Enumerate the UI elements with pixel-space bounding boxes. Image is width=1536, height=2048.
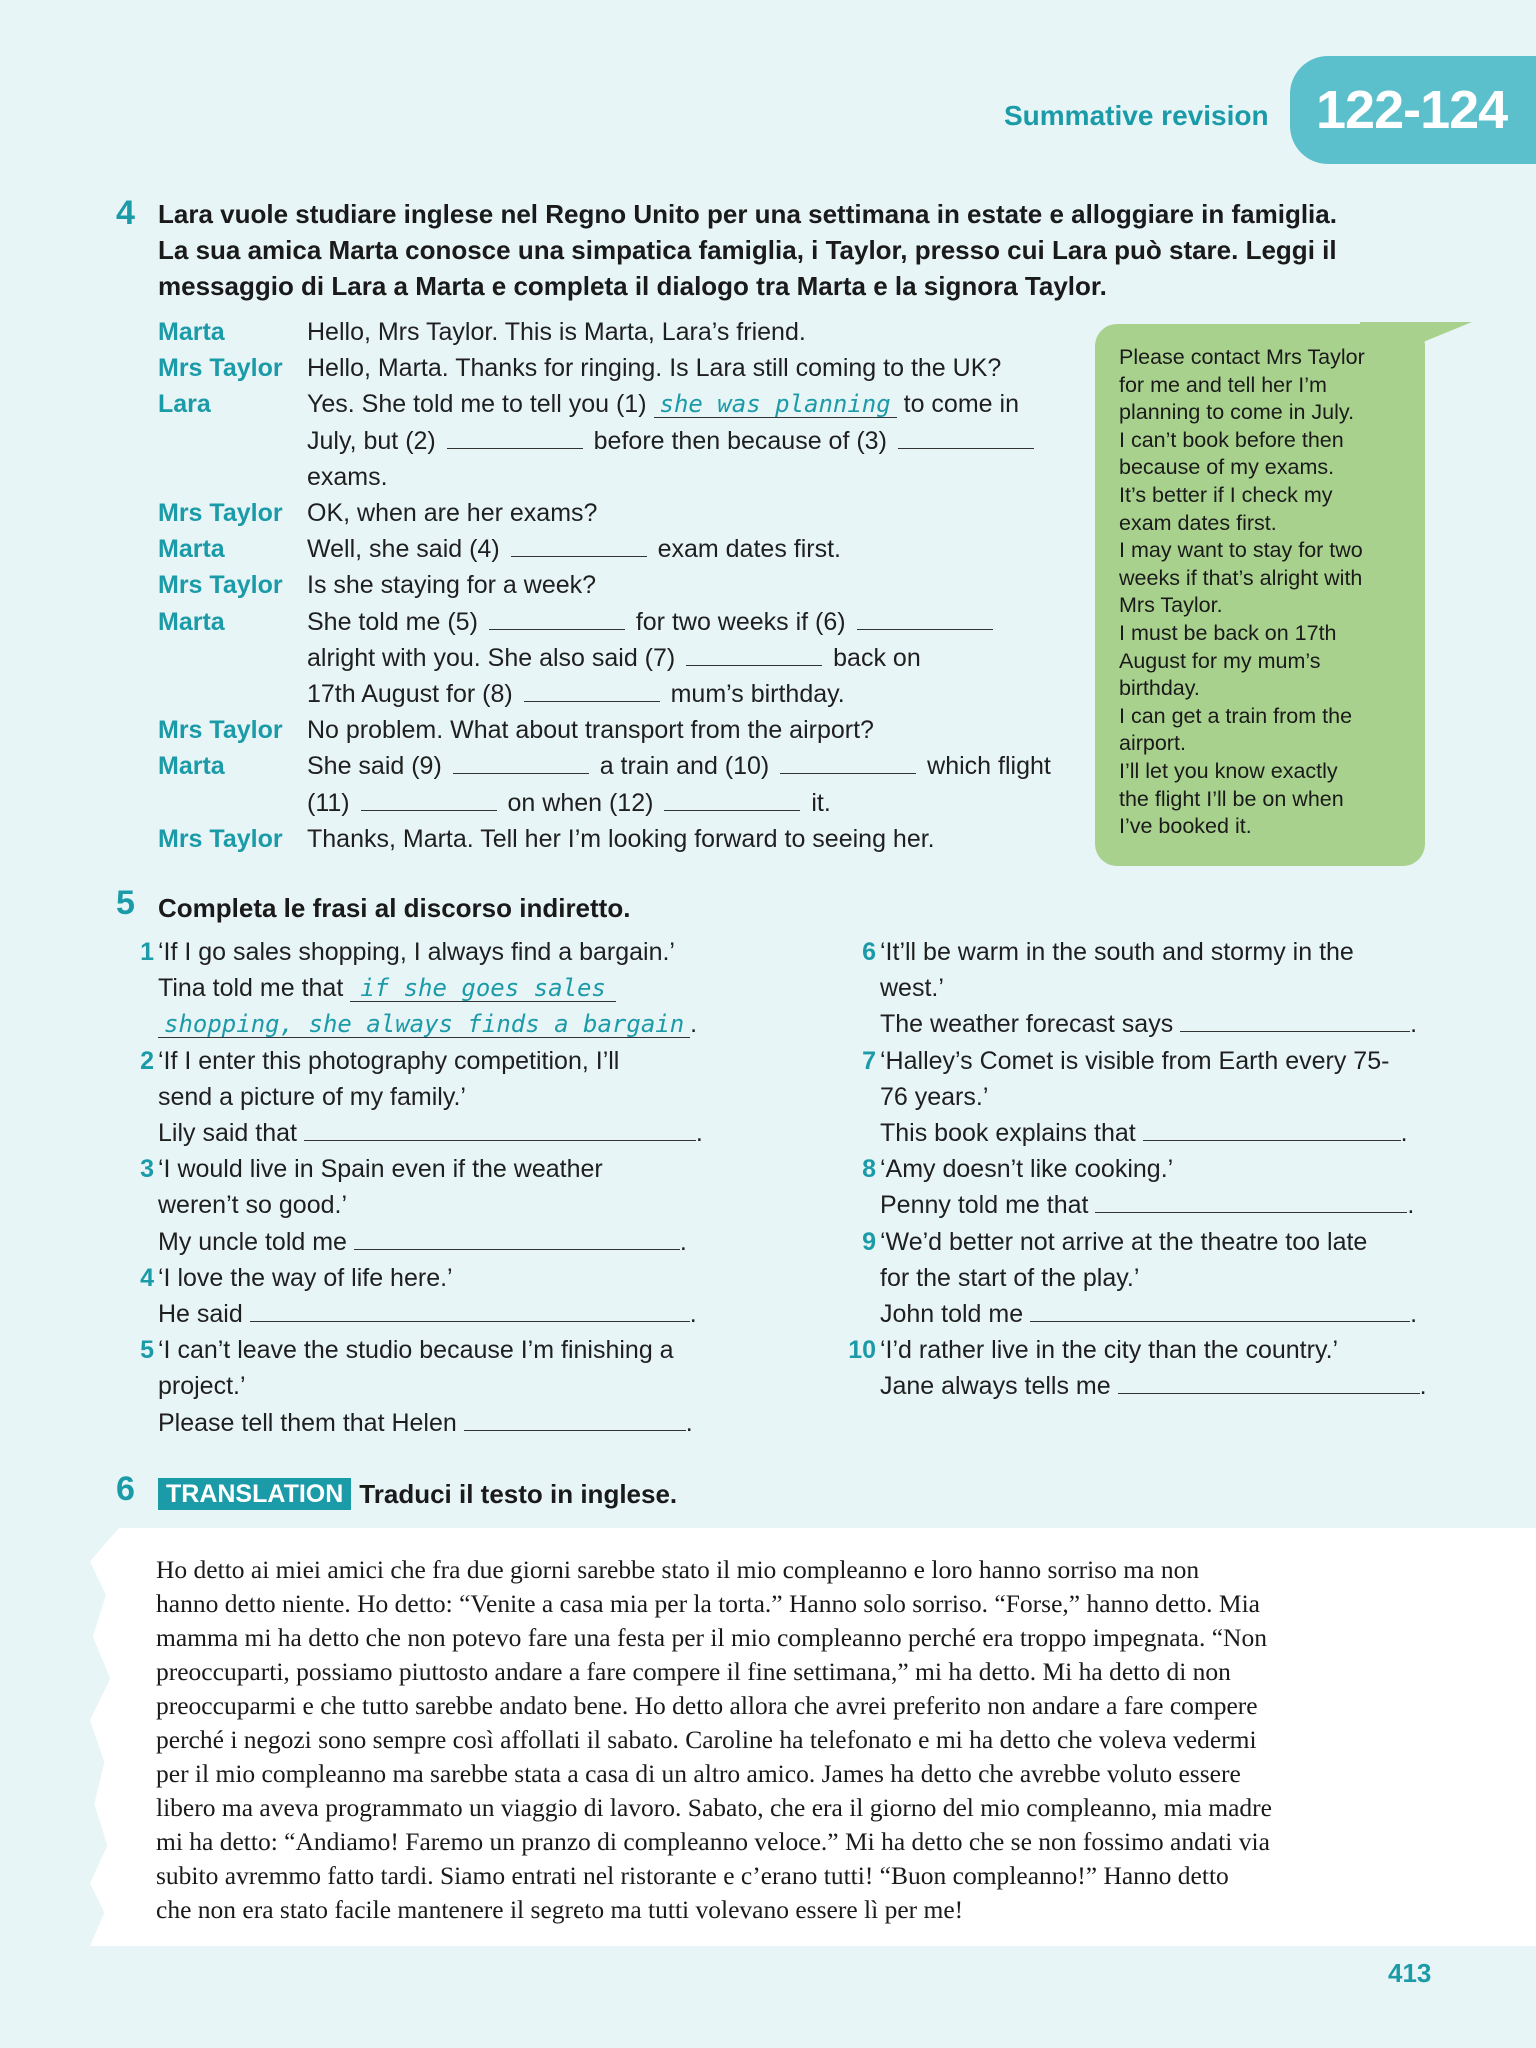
text-fragment: for two weeks if (6) <box>635 607 846 636</box>
quote-text: ‘Amy doesn’t like cooking.’ <box>880 1155 1174 1184</box>
prompt-text: Lily said that <box>158 1119 297 1148</box>
dialogue-text: OK, when are her exams? <box>307 499 598 528</box>
item-body <box>158 1332 717 1441</box>
paragraph-line: preoccuparmi e che tutto sarebbe andato bene. Ho detto allora che avrei preferito non andare a fare compere <box>156 1691 1258 1720</box>
text-fragment: July, but (2) <box>307 426 436 455</box>
exercise-item <box>838 1332 1428 1404</box>
dialogue-text: Hello, Mrs Taylor. This is Marta, Lara’s friend. <box>307 318 806 346</box>
dialogue-row <box>158 712 1058 748</box>
text-fragment: Yes. She told me to tell you (1) <box>307 390 647 419</box>
answer-blank-8[interactable] <box>524 680 660 702</box>
instructions-line: messaggio di Lara a Marta e completa il dialogo tra Marta e la signora Taylor. <box>158 271 1107 301</box>
exercise-item <box>838 1151 1428 1223</box>
item-body <box>158 1260 717 1332</box>
quote-text: for the start of the play.’ <box>880 1263 1140 1292</box>
exercise-6-number: 6 <box>116 1470 135 1508</box>
text-fragment: 17th August for (8) <box>307 680 513 709</box>
dialogue-row <box>158 350 1058 386</box>
text-fragment: exams. <box>307 462 388 491</box>
message-line: I’ll let you know exactly <box>1119 758 1338 783</box>
answer-blank-12[interactable] <box>664 789 800 811</box>
speaker-marta: Marta <box>158 318 225 346</box>
page-number: 413 <box>1388 1958 1432 1988</box>
item-body <box>880 1224 1428 1333</box>
quote-text: ‘We’d better not arrive at the theatre too late <box>880 1227 1368 1256</box>
message-line: because of my exams. <box>1119 455 1335 480</box>
item-number: 1 <box>140 938 154 966</box>
item-body <box>158 934 717 1043</box>
answer-line: John told me . <box>880 1300 1418 1329</box>
item-number: 10 <box>848 1336 876 1365</box>
message-line: I may want to stay for two <box>1119 538 1363 563</box>
answer-field-7[interactable] <box>1143 1117 1401 1141</box>
item-number: 5 <box>140 1336 154 1365</box>
exercise-5-number: 5 <box>116 884 135 922</box>
answer-blank-9[interactable] <box>453 752 589 774</box>
speaker-mrs-taylor: Mrs Taylor <box>158 716 283 745</box>
speaker-mrs-taylor: Mrs Taylor <box>158 499 283 528</box>
exercise-5-left-column <box>127 934 717 1441</box>
quote-text: ‘Halley’s Comet is visible from Earth every 75- <box>880 1046 1390 1075</box>
text-fragment: She said (9) <box>307 752 442 781</box>
speaker-lara: Lara <box>158 390 211 419</box>
text-fragment: it. <box>811 788 831 817</box>
dialogue-text <box>307 748 1058 820</box>
exercise-item <box>127 1260 717 1332</box>
message-line: weeks if that’s alright with <box>1119 565 1363 590</box>
message-line: for me and tell her I’m <box>1119 372 1327 397</box>
message-line: Please contact Mrs Taylor <box>1119 345 1365 369</box>
text-fragment: which flight <box>927 752 1051 781</box>
text-fragment: (11) <box>307 788 350 817</box>
paragraph-line: preoccuparti, possiamo piuttosto andare a fare compere il fine settimana,” mi ha detto. Mi ha detto di non <box>156 1657 1231 1686</box>
message-line: I can’t book before then <box>1119 427 1344 452</box>
item-number: 9 <box>862 1227 876 1256</box>
message-line: Mrs Taylor. <box>1119 593 1223 618</box>
dialogue-text <box>307 531 1058 567</box>
prompt-text: Jane always tells me <box>880 1372 1111 1401</box>
answer-blank-4[interactable] <box>511 535 647 557</box>
text-fragment: a train and (10) <box>599 752 770 781</box>
answer-field-2[interactable] <box>304 1117 696 1141</box>
message-line: I’ve booked it. <box>1119 814 1252 839</box>
message-line: planning to come in July. <box>1119 400 1355 425</box>
exercise-item <box>127 1043 717 1152</box>
text-fragment: to come in <box>903 390 1019 419</box>
speaker-marta: Marta <box>158 535 225 564</box>
translation-badge: TRANSLATION <box>158 1478 351 1510</box>
paragraph-line: hanno detto niente. Ho detto: “Venite a casa mia per la torta.” Hanno solo sorriso. “Forse,” hanno detto. Mia <box>156 1589 1260 1618</box>
item-number: 3 <box>140 1155 154 1184</box>
exercise-item <box>838 934 1428 1043</box>
answer-line: Penny told me that . <box>880 1191 1415 1220</box>
item-body <box>880 1151 1428 1223</box>
paragraph-line: libero ma aveva programmato un viaggio di lavoro. Sabato, che era il giorno del mio compleanno, mia madre <box>156 1793 1272 1822</box>
lara-message-bubble <box>1095 324 1425 866</box>
dialogue-text <box>307 604 1058 713</box>
dialogue-row <box>158 604 1058 713</box>
quote-text: project.’ <box>158 1372 246 1401</box>
dialogue-row <box>158 531 1058 567</box>
dialogue-text <box>307 386 1058 495</box>
answer-line: This book explains that . <box>880 1119 1408 1148</box>
quote-text: send a picture of my family.’ <box>158 1082 466 1111</box>
instructions-line: La sua amica Marta conosce una simpatica famiglia, i Taylor, presso cui Lara può stare. Leggi il <box>158 235 1337 265</box>
answer-blank-11[interactable] <box>361 789 497 811</box>
dialogue-row <box>158 821 1058 857</box>
exercise-item <box>127 1151 717 1260</box>
exercise-5-instructions: Completa le frasi al discorso indiretto. <box>158 893 631 923</box>
answer-field-9[interactable] <box>1030 1298 1410 1322</box>
speaker-mrs-taylor: Mrs Taylor <box>158 354 283 383</box>
answer-blank-6[interactable] <box>857 608 993 630</box>
text-fragment: before then because of (3) <box>593 426 887 455</box>
unit-range-tab: 122-124 <box>1290 56 1536 164</box>
prompt-text: Please tell them that Helen <box>158 1408 457 1437</box>
message-line: the flight I’ll be on when <box>1119 786 1344 811</box>
text-fragment: alright with you. She also said (7) <box>307 643 676 672</box>
answer-line: Please tell them that Helen . <box>158 1408 693 1437</box>
item-body <box>880 1043 1428 1152</box>
prompt-text: My uncle told me <box>158 1227 347 1256</box>
dialogue-row <box>158 386 1058 495</box>
dialogue-text: Thanks, Marta. Tell her I’m looking forward to seeing her. <box>307 824 935 853</box>
quote-text: ‘I’d rather live in the city than the country.’ <box>880 1336 1339 1365</box>
answer-blank-5[interactable] <box>489 608 625 630</box>
dialogue-row <box>158 314 1058 350</box>
quote-text: ‘I love the way of life here.’ <box>158 1263 453 1292</box>
text-fragment: back on <box>833 643 921 672</box>
prompt-text: He said <box>158 1300 243 1329</box>
item-body <box>158 1151 717 1260</box>
message-line: birthday. <box>1119 676 1200 701</box>
prompt-text: This book explains that <box>880 1119 1136 1148</box>
answer-line: He said . <box>158 1300 697 1329</box>
exercise-4-number: 4 <box>116 194 135 232</box>
prompt-text: The weather forecast says <box>880 1010 1174 1039</box>
dialogue-row <box>158 567 1058 603</box>
prompt-text: John told me <box>880 1300 1024 1329</box>
answer-line <box>158 970 717 1006</box>
instructions-line: Lara vuole studiare inglese nel Regno Unito per una settimana in estate e alloggiare in famiglia. <box>158 199 1337 229</box>
answer-blank-7[interactable] <box>686 644 822 666</box>
item-body <box>880 934 1428 1043</box>
answer-field-6[interactable] <box>1180 1008 1410 1032</box>
text-fragment: Well, she said (4) <box>307 535 500 564</box>
answer-field-3[interactable] <box>354 1226 680 1250</box>
answer-blank-3[interactable] <box>898 427 1034 449</box>
exercise-6-title: Traduci il testo in inglese. <box>359 1479 678 1509</box>
item-number: 4 <box>140 1263 154 1292</box>
answer-line: My uncle told me . <box>158 1227 687 1256</box>
answer-line: Lily said that . <box>158 1119 703 1148</box>
item-number: 7 <box>862 1046 876 1075</box>
paragraph-line: subito avremmo fatto tardi. Siamo entrati nel ristorante e c’erano tutti! “Buon compleanno!” Hanno detto <box>156 1861 1229 1890</box>
message-line: airport. <box>1119 731 1186 756</box>
item-number: 6 <box>862 938 876 966</box>
answer-line: Jane always tells me . <box>880 1372 1427 1401</box>
answer-blank-10[interactable] <box>780 752 916 774</box>
paragraph-line: per il mio compleanno ma sarebbe stata a casa di un altro amico. James ha detto che avrebbe voluto essere <box>156 1759 1241 1788</box>
paragraph-line: che non era stato facile mantenere il segreto ma tutti volevano essere lì per me! <box>156 1895 964 1924</box>
text-fragment: She told me (5) <box>307 607 478 636</box>
message-line: exam dates first. <box>1119 510 1277 535</box>
text-fragment: on when (12) <box>507 788 654 817</box>
item-body <box>158 1043 717 1152</box>
quote-text: west.’ <box>880 974 944 1003</box>
item-body <box>880 1332 1428 1404</box>
quote-text: ‘I can’t leave the studio because I’m finishing a <box>158 1336 674 1365</box>
answer-field-5[interactable] <box>464 1407 686 1431</box>
message-line: It’s better if I check my <box>1119 482 1333 507</box>
paragraph-line: Ho detto ai miei amici che fra due giorni sarebbe stato il mio compleanno e loro hanno sorriso ma non <box>156 1555 1200 1584</box>
item-number: 2 <box>140 1046 154 1075</box>
message-line: I can get a train from the <box>1119 703 1353 728</box>
quote-text: ‘I would live in Spain even if the weather <box>158 1155 603 1184</box>
exercise-4-instructions <box>158 196 1498 304</box>
exercise-item <box>838 1224 1428 1333</box>
quote-text: ‘It’ll be warm in the south and stormy in the <box>880 938 1354 966</box>
paragraph-line: mamma mi ha detto che non potevo fare una festa per il mio compleanno perché era troppo impegnata. “Non <box>156 1623 1267 1652</box>
item-number: 8 <box>862 1155 876 1184</box>
exercise-5-right-column <box>838 934 1428 1405</box>
message-line: I must be back on 17th <box>1119 620 1337 645</box>
message-line: August for my mum’s <box>1119 648 1321 673</box>
quote-text: ‘If I enter this photography competition, I’ll <box>158 1046 620 1075</box>
dialogue-row <box>158 748 1058 820</box>
section-label: Summative revision <box>1004 100 1269 131</box>
answer-field-1-cont[interactable]: shopping, she always finds a bargain <box>158 1011 690 1038</box>
dialogue-text: Is she staying for a week? <box>307 571 597 600</box>
text-fragment: mum’s birthday. <box>670 680 845 709</box>
answer-line: The weather forecast says . <box>880 1010 1418 1039</box>
answer-field-1[interactable]: if she goes sales <box>350 975 616 1002</box>
answer-field-8[interactable] <box>1095 1189 1407 1213</box>
exercise-item <box>838 1043 1428 1152</box>
speaker-mrs-taylor: Mrs Taylor <box>158 571 283 600</box>
dialogue-text: No problem. What about transport from the airport? <box>307 716 874 745</box>
answer-blank-1[interactable]: she was planning <box>654 391 897 418</box>
quote-text: weren’t so good.’ <box>158 1191 348 1220</box>
speaker-marta: Marta <box>158 752 225 781</box>
prompt-text: Tina told me that <box>158 974 344 1003</box>
answer-field-10[interactable] <box>1118 1370 1420 1394</box>
paragraph-line: perché i negozi sono sempre così affollati il sabato. Caroline ha telefonato e mi ha detto che voleva vedermi <box>156 1725 1257 1754</box>
text-fragment: exam dates first. <box>657 535 841 564</box>
exercise-6-instructions <box>158 1476 677 1512</box>
quote-text: 76 years.’ <box>880 1082 989 1111</box>
answer-field-4[interactable] <box>250 1298 690 1322</box>
dialogue <box>158 314 1058 857</box>
exercise-item <box>127 934 717 1043</box>
exercise-item <box>127 1332 717 1441</box>
speaker-marta: Marta <box>158 607 225 636</box>
speaker-mrs-taylor: Mrs Taylor <box>158 824 283 853</box>
paragraph-line: mi ha detto: “Andiamo! Faremo un pranzo di compleanno veloce.” Mi ha detto che se non fossimo andati via <box>156 1827 1270 1856</box>
translation-text <box>156 1553 1426 1927</box>
prompt-text: Penny told me that <box>880 1191 1089 1220</box>
answer-blank-2[interactable] <box>447 427 583 449</box>
answer-line: shopping, she always finds a bargain . <box>158 1006 717 1042</box>
quote-text: ‘If I go sales shopping, I always find a bargain.’ <box>158 938 675 966</box>
dialogue-row <box>158 495 1058 531</box>
dialogue-text: Hello, Marta. Thanks for ringing. Is Lara still coming to the UK? <box>307 354 1002 383</box>
